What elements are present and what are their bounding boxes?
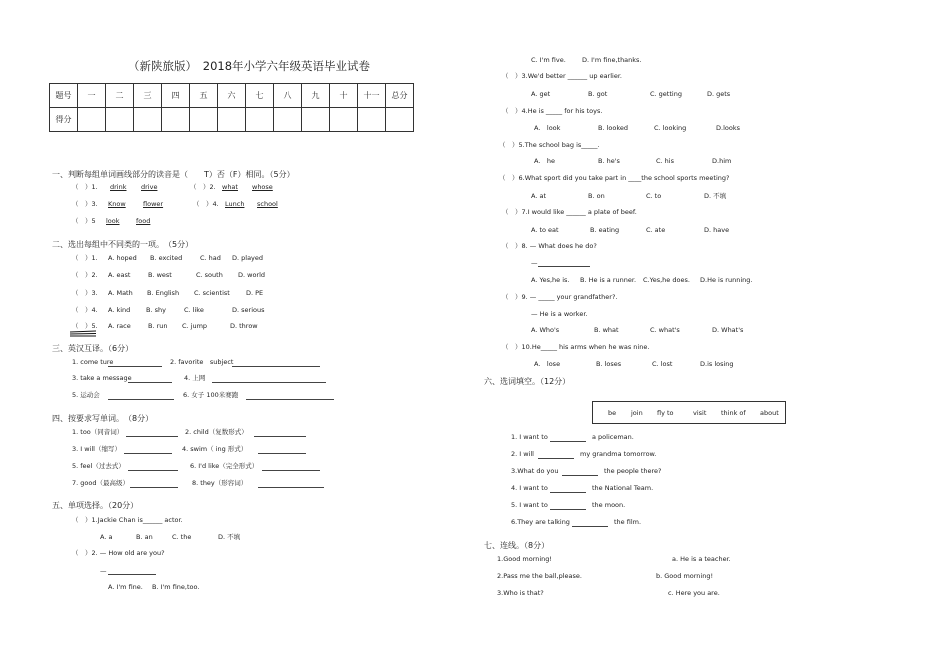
answer-blank[interactable]: [538, 458, 574, 459]
answer-blank[interactable]: [258, 487, 324, 488]
scribble-mark: [70, 330, 96, 338]
option: C. lost: [652, 360, 673, 368]
option: D. What's: [712, 326, 744, 334]
translate-item: 2. favorite subject: [170, 358, 234, 366]
score-cell: 四: [162, 84, 190, 108]
answer-blank[interactable]: [258, 453, 306, 454]
option: C. getting: [650, 90, 682, 98]
word: whose: [252, 183, 273, 191]
word: Know: [108, 200, 126, 208]
option: A. Math: [108, 289, 133, 297]
answer-line: — He is a worker.: [531, 310, 588, 318]
option: C. to: [646, 192, 662, 200]
option: B. what: [594, 326, 619, 334]
question: （ ）10.He_____ his arms when he was nine.: [502, 343, 650, 351]
answer-blank[interactable]: [550, 441, 586, 442]
option: B. shy: [146, 306, 166, 314]
option: C. I'm five.: [531, 56, 566, 64]
match-left: 2.Pass me the ball,please.: [497, 572, 582, 580]
question-number: （ ）2.: [72, 271, 98, 279]
fill-item: 4. I want to: [511, 484, 548, 492]
match-left: 3.Who is that?: [497, 589, 544, 597]
answer-blank[interactable]: [538, 266, 590, 267]
word: look: [106, 217, 120, 225]
word-bank-item: visit: [693, 409, 707, 417]
dash: —: [100, 567, 107, 575]
answer-blank[interactable]: [128, 382, 172, 383]
option: C. ate: [646, 226, 666, 234]
score-cell: 二: [106, 84, 134, 108]
option: A. to eat: [531, 226, 559, 234]
option: B. he's: [598, 157, 620, 165]
option: B. got: [588, 90, 608, 98]
question: （ ）3.We'd better ______ up earlier.: [502, 72, 622, 80]
score-cell: 题号: [50, 84, 78, 108]
option: B. I'm fine,too.: [152, 583, 200, 591]
option: D. world: [238, 271, 266, 279]
option: D.looks: [716, 124, 740, 132]
option: D. throw: [230, 322, 258, 330]
fill-item: the National Team.: [592, 484, 654, 492]
question: （ ）5.The school bag is_____.: [499, 141, 600, 149]
option: B. He is a runner.: [580, 276, 637, 284]
fill-item: 1. I want to: [511, 433, 548, 441]
match-right: a. He is a teacher.: [672, 555, 731, 563]
score-input[interactable]: [162, 108, 190, 132]
option: C. jump: [182, 322, 208, 330]
answer-blank[interactable]: [128, 470, 178, 471]
option: C. the: [172, 533, 192, 541]
option: B. eating: [590, 226, 620, 234]
score-table: [49, 83, 414, 132]
score-cell: 七: [246, 84, 274, 108]
word-item: 6. I'd like（完全形式）: [190, 462, 259, 470]
score-cell: 十: [330, 84, 358, 108]
score-cell: 五: [190, 84, 218, 108]
question: （ ）6.What sport did you take part in ____the school sports meeting?: [499, 174, 730, 182]
score-cell: 一: [78, 84, 106, 108]
score-input[interactable]: [386, 108, 414, 132]
option: D. gets: [707, 90, 731, 98]
score-cell: 八: [274, 84, 302, 108]
option: D.is losing: [700, 360, 734, 368]
option: C. had: [200, 254, 221, 262]
fill-item: 2. I will: [511, 450, 534, 458]
section-6-heading: 六、选词填空。（12分）: [484, 377, 571, 386]
word-bank-item: join: [631, 409, 643, 417]
score-input[interactable]: [302, 108, 330, 132]
score-cell: 三: [134, 84, 162, 108]
answer-blank[interactable]: [108, 399, 174, 400]
translate-item: 3. take a message: [72, 374, 132, 382]
question-number: （ ）3.: [72, 289, 98, 297]
word-bank: [592, 401, 786, 424]
option: B. an: [136, 533, 153, 541]
option: B. on: [588, 192, 605, 200]
option: C.Yes,he does.: [643, 276, 690, 284]
score-cell: 六: [218, 84, 246, 108]
match-left: 1.Good morning!: [497, 555, 553, 563]
translate-item: 4. 上网: [184, 374, 206, 382]
word-item: 7. good（最高级）: [72, 479, 129, 487]
answer-blank[interactable]: [108, 574, 156, 575]
word-item: 5. feel（过去式）: [72, 462, 125, 470]
question-number: （ ）1.: [72, 183, 98, 191]
option: D. 不填: [218, 533, 241, 541]
option: A. Who's: [531, 326, 560, 334]
score-table-header-row: [50, 84, 414, 108]
answer-blank[interactable]: [262, 470, 320, 471]
question-number: （ ）5: [72, 217, 96, 225]
fill-item: the film.: [614, 518, 642, 526]
word: what: [222, 183, 238, 191]
dash: —: [531, 259, 538, 267]
answer-blank[interactable]: [550, 509, 586, 510]
answer-blank[interactable]: [126, 436, 178, 437]
question-number: （ ）4.: [72, 306, 98, 314]
option: A. I'm fine.: [108, 583, 143, 591]
fill-item: the people there?: [604, 467, 662, 475]
section-5-heading: 五、单项选择。（20分）: [52, 501, 139, 510]
word-bank-item: fly to: [657, 409, 674, 417]
option: B. run: [148, 322, 168, 330]
match-right: b. Good morning!: [656, 572, 714, 580]
score-table-score-row: [50, 108, 414, 132]
question: （ ）7.I would like ______ a plate of beef.: [502, 208, 637, 216]
word: drink: [110, 183, 127, 191]
word-item: 8. they（形容词）: [192, 479, 248, 487]
question: （ ）1.Jackie Chan is______ actor.: [72, 516, 183, 524]
fill-item: the moon.: [592, 501, 626, 509]
score-input[interactable]: [218, 108, 246, 132]
word-bank-item: think of: [721, 409, 746, 417]
fill-item: my grandma tomorrow.: [580, 450, 657, 458]
option: B. loses: [596, 360, 622, 368]
word: food: [136, 217, 151, 225]
option: C. like: [184, 306, 204, 314]
section-3-heading: 三、英汉互译。（6分）: [52, 344, 134, 353]
option: A. kind: [108, 306, 131, 314]
fill-item: 5. I want to: [511, 501, 548, 509]
answer-blank[interactable]: [550, 492, 586, 493]
word-item: 3. I will（缩写）: [72, 445, 121, 453]
option: A. at: [531, 192, 546, 200]
question: （ ）8. — What does he do?: [502, 242, 597, 250]
score-input[interactable]: [190, 108, 218, 132]
question: （ ）4.He is _____ for his toys.: [502, 107, 603, 115]
word-item: 2. child（复数形式）: [185, 428, 248, 436]
score-input[interactable]: [330, 108, 358, 132]
question-number: （ ）1.: [72, 254, 98, 262]
fill-item: 3.What do you: [511, 467, 559, 475]
translate-item: 5. 运动会: [72, 391, 100, 399]
question-number: （ ）2.: [190, 183, 216, 191]
option: D. played: [232, 254, 264, 262]
option: A. get: [531, 90, 551, 98]
answer-blank[interactable]: [572, 526, 608, 527]
page-title: （新陕旅版） 2018年小学六年级英语毕业试卷: [128, 59, 371, 73]
fill-item: 6.They are talking: [511, 518, 570, 526]
option: A. hoped: [108, 254, 137, 262]
option: B. looked: [598, 124, 629, 132]
answer-blank[interactable]: [212, 382, 326, 383]
score-cell: 总分: [386, 84, 414, 108]
translate-item: 6. 女子 100米赛跑: [183, 391, 239, 399]
score-cell: 九: [302, 84, 330, 108]
option: D.him: [712, 157, 732, 165]
answer-blank[interactable]: [254, 436, 306, 437]
option: C. south: [196, 271, 223, 279]
option: A. Yes,he is.: [531, 276, 570, 284]
option: A. lose: [534, 360, 561, 368]
score-input[interactable]: [358, 108, 386, 132]
question: （ ）2. — How old are you?: [72, 549, 165, 557]
word: school: [257, 200, 278, 208]
option: D. 不填: [704, 192, 727, 200]
question-number: （ ）3.: [72, 200, 98, 208]
score-input[interactable]: [106, 108, 134, 132]
option: B. English: [147, 289, 180, 297]
option: A. race: [108, 322, 131, 330]
answer-blank[interactable]: [108, 366, 162, 367]
option: C. what's: [650, 326, 680, 334]
answer-blank[interactable]: [246, 399, 334, 400]
option: C. scientist: [194, 289, 230, 297]
word-bank-item: about: [760, 409, 779, 417]
option: A. a: [100, 533, 113, 541]
option: D. serious: [232, 306, 265, 314]
option: C. looking: [654, 124, 687, 132]
answer-blank[interactable]: [130, 487, 178, 488]
score-input[interactable]: [246, 108, 274, 132]
question-number: （ ）4.: [193, 200, 219, 208]
score-input[interactable]: [78, 108, 106, 132]
option: D. I'm fine,thanks.: [582, 56, 642, 64]
answer-blank[interactable]: [232, 366, 320, 367]
word: drive: [141, 183, 158, 191]
fill-item: a policeman.: [592, 433, 634, 441]
word-item: 4. swim（ ing 形式）: [182, 445, 248, 453]
match-right: c. Here you are.: [668, 589, 720, 597]
score-cell: 得分: [50, 108, 78, 132]
option: A. look: [534, 124, 561, 132]
section-4-heading: 四、按要求写单词。 （8分）: [52, 414, 154, 423]
option: D. PE: [246, 289, 264, 297]
question-number: （ ）5.: [72, 322, 98, 330]
section-2-heading: 二、选出每组中不同类的一项。 （5分）: [52, 240, 194, 249]
option: C. his: [656, 157, 674, 165]
option: A. east: [108, 271, 131, 279]
word-bank-item: be: [608, 409, 617, 417]
section-1-heading: 一、判断每组单词画线部分的读音是（ T）否（F）相同。（5分）: [52, 170, 295, 179]
option: B. excited: [150, 254, 183, 262]
option: A. he: [534, 157, 556, 165]
section-7-heading: 七、连线。（8分）: [484, 541, 550, 550]
question: （ ）9. — _____ your grandfather?.: [502, 293, 618, 301]
score-input[interactable]: [134, 108, 162, 132]
word: flower: [143, 200, 164, 208]
score-cell: 十一: [358, 84, 386, 108]
score-input[interactable]: [274, 108, 302, 132]
option: D. have: [704, 226, 730, 234]
word: Lunch: [225, 200, 245, 208]
answer-blank[interactable]: [124, 453, 172, 454]
answer-blank[interactable]: [562, 475, 598, 476]
translate-item: 1. come ture: [72, 358, 114, 366]
word-item: 1. too（同音词）: [72, 428, 124, 436]
option: B. west: [148, 271, 172, 279]
option: D.He is running.: [700, 276, 753, 284]
